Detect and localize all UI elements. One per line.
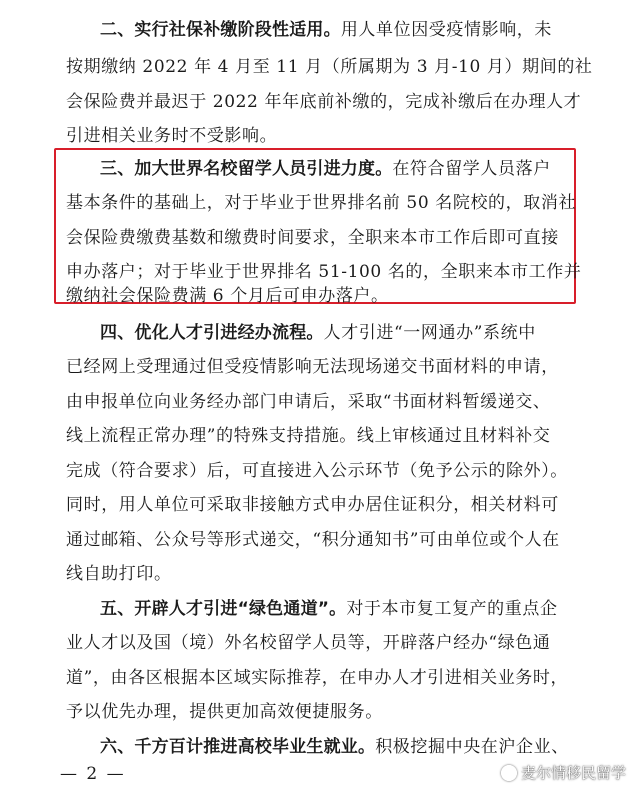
watermark [501, 762, 626, 783]
page-number: — 2 — [60, 764, 126, 784]
para-5-text: 对于本市复工复产的重点企 [346, 599, 558, 619]
text-line: 已经网上受理通过但受疫情影响无法现场递交书面材料的申请， [66, 357, 559, 377]
para-4-line-1 [100, 321, 536, 345]
text-line: 会保险费缴费基数和缴费时间要求，全职来本市工作后即可直接 [66, 228, 559, 248]
text-line: 引进相关业务时不受影响。 [66, 126, 278, 146]
text-line: 完成（符合要求）后，可直接进入公示环节（免予公示的除外）。 [66, 461, 568, 481]
para-4-text: 人才引进“一网通办”系统中 [323, 323, 536, 343]
text-line: 申办落户；对于毕业于世界排名 51-100 名的，全职来本市工作并 [66, 262, 582, 282]
watermark-logo-icon [501, 765, 517, 781]
para-6-heading: 六、千方百计推进高校毕业生就业。 [100, 737, 376, 757]
para-5-line-1 [100, 597, 558, 621]
text-line: 由申报单位向业务经办部门申请后，采取“书面材料暂缓递交、 [66, 392, 551, 412]
para-3-line-1 [100, 157, 551, 181]
text-line: 按期缴纳 2022 年 4 月至 11 月（所属期为 3 月-10 月）期间的社 [66, 57, 593, 77]
text-line: 予以优先办理，提供更加高效便捷服务。 [66, 702, 383, 722]
para-2-heading: 二、实行社保补缴阶段性适用。 [100, 20, 341, 40]
text-line: 会保险费并最迟于 2022 年年底前补缴的，完成补缴后在办理人才 [66, 92, 582, 112]
text-line: 业人才以及国（境）外名校留学人员等，开辟落户经办“绿色通 [66, 633, 551, 653]
para-6-line-1 [100, 735, 569, 759]
para-3-text: 在符合留学人员落户 [392, 159, 551, 179]
text-line: 缴纳社会保险费满 6 个月后可申办落户。 [66, 286, 389, 306]
text-line: 线自助打印。 [66, 564, 172, 584]
para-6-text: 积极挖掘中央在沪企业、 [375, 737, 569, 757]
para-2-text: 用人单位因受疫情影响，未 [340, 20, 553, 40]
para-5-heading: 五、开辟人才引进“绿色通道”。 [100, 599, 347, 619]
para-2-line-1 [100, 18, 552, 42]
para-3-heading: 三、加大世界名校留学人员引进力度。 [100, 159, 393, 179]
text-line: 通过邮箱、公众号等形式递交，“积分通知书”可由单位或个人在 [66, 530, 560, 550]
text-line: 道”，由各区根据本区域实际推荐，在申办人才引进相关业务时， [66, 668, 569, 688]
watermark-text: 麦尔情移民留学 [520, 764, 626, 782]
text-line: 同时，用人单位可采取非接触方式申办居住证积分，相关材料可 [66, 495, 559, 515]
para-4-heading: 四、优化人才引进经办流程。 [100, 323, 324, 343]
text-line: 基本条件的基础上，对于毕业于世界排名前 50 名院校的，取消社 [66, 193, 577, 213]
text-line: 线上流程正常办理”的特殊支持措施。线上审核通过且材料补交 [66, 426, 551, 446]
